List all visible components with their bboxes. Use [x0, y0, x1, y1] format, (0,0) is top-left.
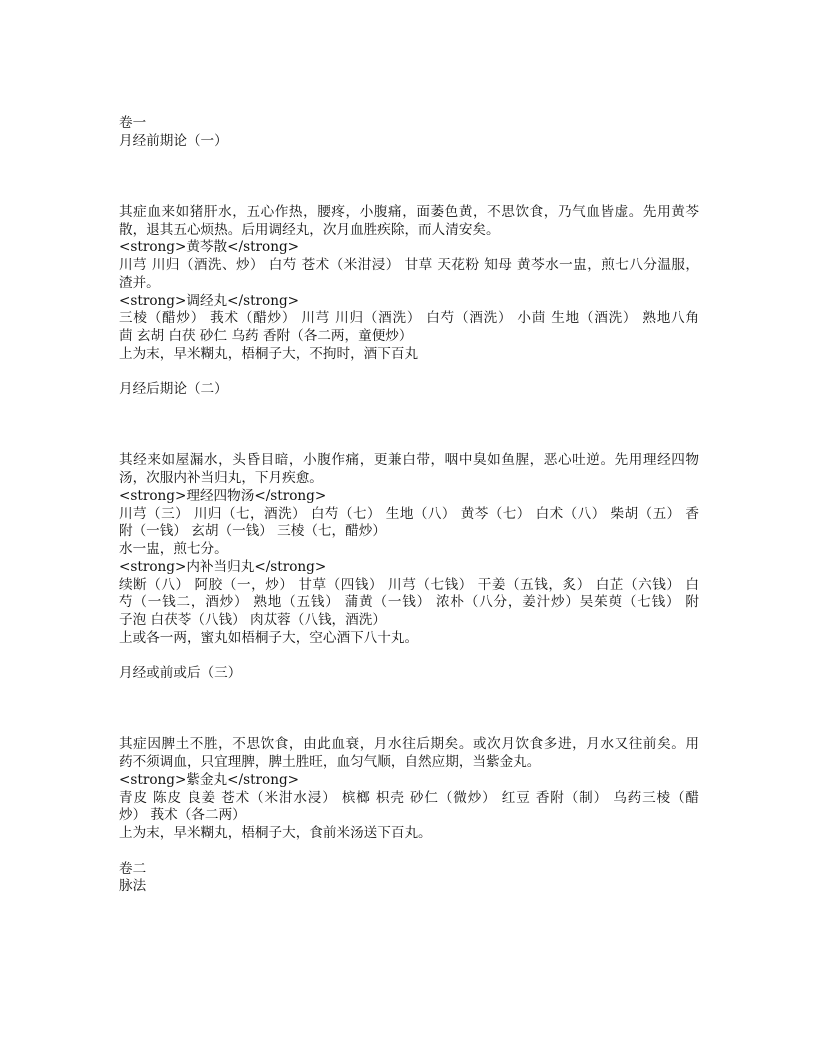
paragraph-line: 其经来如屋漏水，头昏目暗，小腹作痛，更兼白带，咽中臭如鱼腥，恶心吐逆。先用理经四物 [119, 452, 699, 469]
formula-title: <strong>调经丸</strong> [119, 292, 300, 309]
blank-line [119, 435, 699, 453]
blank-line [119, 364, 699, 382]
formula-line: 三棱（醋炒） 莪术（醋炒） 川芎 川归（酒洗） 白芍（酒洗） 小茴 生地（酒洗） 熟地八角 [119, 310, 699, 327]
formula-title: <strong>黄芩散</strong> [119, 239, 300, 256]
blank-line [119, 843, 699, 861]
paragraph-line: 药不须调血，只宜理脾，脾土胜旺，血匀气顺，自然应期，当紫金丸。 [119, 754, 541, 770]
blank-line [119, 168, 699, 186]
section-heading: 脉法 [119, 878, 147, 895]
paragraph-line: 汤，次服内补当归丸，下月疾愈。 [119, 470, 323, 486]
blank-line [119, 719, 699, 737]
formula-line: 川芎（三） 川归（七，酒洗） 白芍（七） 生地（八） 黄芩（七） 白术（八） 柴胡（五） 香 [119, 505, 699, 522]
formula-line: 水一盅，煎七分。 [119, 541, 228, 557]
volume-heading: 卷一 [119, 115, 147, 131]
section-heading: 月经前期论（一） [119, 132, 228, 149]
blank-line [119, 701, 699, 719]
volume-heading: 卷二 [119, 860, 147, 877]
formula-title: <strong>理经四物汤</strong> [119, 487, 327, 504]
section-heading: 月经或前或后（三） [119, 665, 242, 682]
formula-line: 子泡 白茯苓（八钱） 肉苁蓉（八钱，酒洗） [119, 612, 386, 628]
formula-line: 附（一钱） 玄胡（一钱） 三棱（七，醋炒） [119, 523, 386, 540]
formula-title: <strong>内补当归丸</strong> [119, 558, 327, 575]
formula-line: 炒） 莪术（各二两） [119, 807, 246, 824]
formula-line: 上或各一两，蜜丸如梧桐子大，空心酒下八十丸。 [119, 629, 419, 646]
blank-line [119, 417, 699, 435]
section-heading: 月经后期论（二） [119, 381, 228, 398]
formula-line: 芍（一钱二，酒炒） 熟地（五钱） 蒲黄（一钱） 浓朴（八分，姜汁炒）吴茱萸（七钱） 附 [119, 594, 699, 611]
document-body [119, 115, 699, 896]
paragraph-line: 散，退其五心烦热。后用调经丸，次月血胜疾除，而人清安矣。 [119, 221, 500, 238]
formula-line: 上为末，早米糊丸，梧桐子大，不拘时，酒下百丸 [119, 345, 419, 362]
blank-line [119, 683, 699, 701]
formula-line: 续断（八） 阿胶（一，炒） 甘草（四钱） 川芎（七钱） 干姜（五钱，炙） 白芷（六钱） 白 [119, 576, 699, 593]
formula-line: 川芎 川归（酒洗、炒） 白芍 苍术（米泔浸） 甘草 天花粉 知母 黄芩水一盅，煎七八分温服， [119, 257, 699, 273]
paragraph-line: 其症因脾土不胜，不思饮食，由此血衰，月水往后期矣。或次月饮食多进，月水又往前矣。用 [119, 736, 699, 753]
blank-line [119, 151, 699, 169]
blank-line [119, 648, 699, 666]
paragraph-line: 其症血来如猪肝水，五心作热，腰疼，小腹痛，面萎色黄，不思饮食，乃气血皆虚。先用黄芩 [119, 203, 699, 220]
formula-line: 上为末，早米糊丸，梧桐子大，食前米汤送下百丸。 [119, 825, 432, 841]
formula-line: 青皮 陈皮 良姜 苍术（米泔水浸） 槟榔 枳壳 砂仁（微炒） 红豆 香附（制） 乌药三棱（醋 [119, 789, 699, 806]
blank-line [119, 186, 699, 204]
formula-line: 茴 玄胡 白茯 砂仁 乌药 香附（各二两，童便炒） [119, 328, 413, 344]
formula-line: 渣并。 [119, 274, 160, 291]
blank-line [119, 399, 699, 417]
formula-title: <strong>紫金丸</strong> [119, 771, 300, 788]
